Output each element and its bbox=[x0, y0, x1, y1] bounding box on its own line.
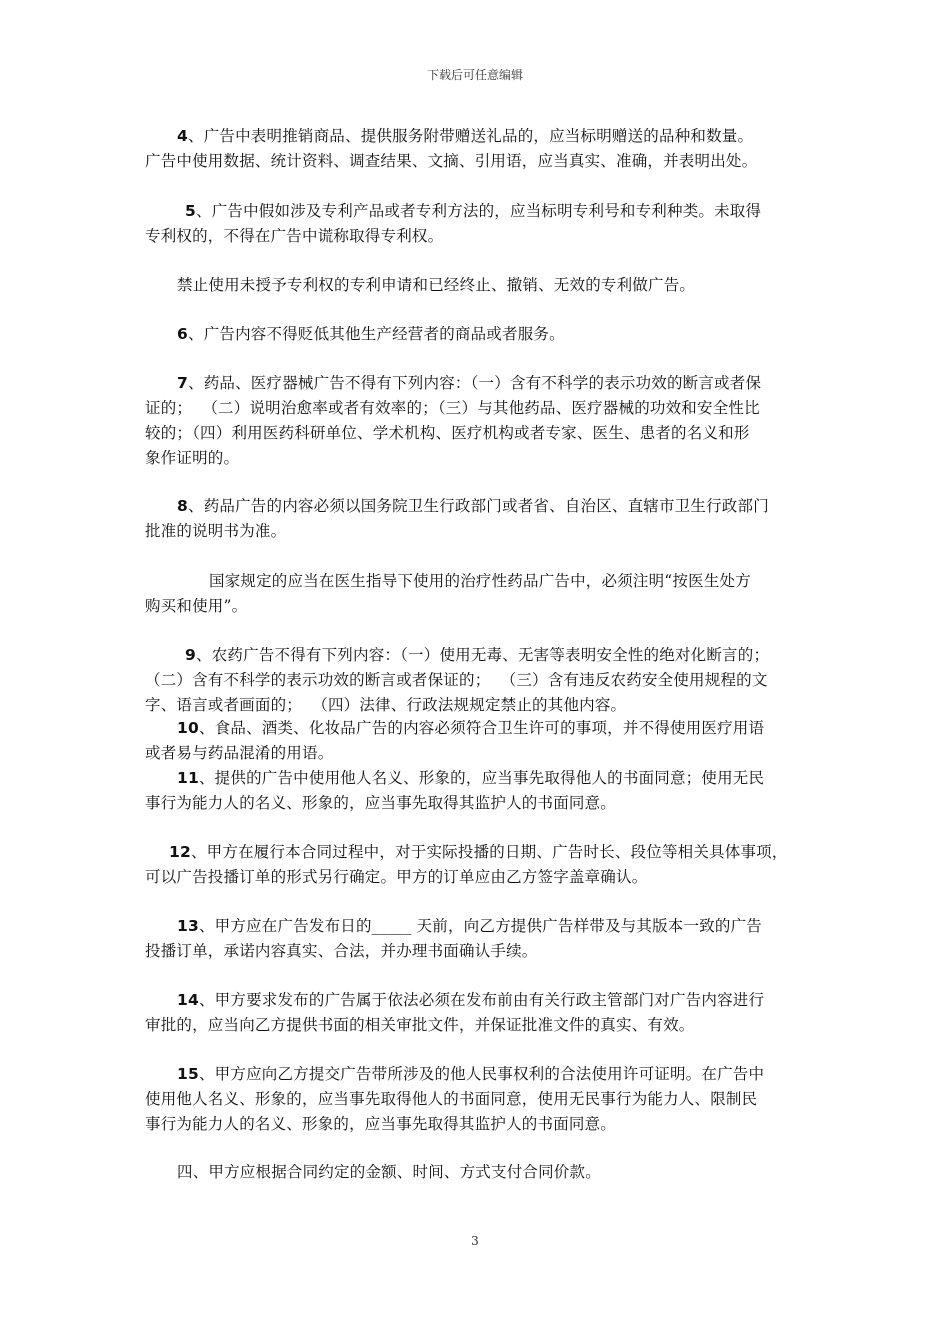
clause-number: 9 bbox=[185, 646, 196, 664]
paragraph-text: 禁止使用未授予专利权的专利申请和已经终止、撤销、无效的专利做广告。 bbox=[177, 276, 696, 294]
paragraph-13 bbox=[145, 914, 810, 964]
clause-number: 10 bbox=[177, 719, 199, 737]
paragraph-text: 、农药广告不得有下列内容：（一）使用无毒、无害等表明安全性的绝对化断言的； （二）含有不科学的表示功效的断言或者保证的； （三）含有违反农药安全使用规程的文 字、语言或者画面的； （四）法律、行政法规规定禁止的其他内容。 bbox=[145, 646, 770, 714]
paragraph-10 bbox=[145, 716, 810, 766]
clause-number: 6 bbox=[177, 325, 188, 343]
clause-number: 12 bbox=[169, 843, 191, 861]
clause-number: 4 bbox=[177, 127, 188, 145]
paragraph-text: 、甲方应向乙方提交广告带所涉及的他人民事权利的合法使用许可证明。在广告中 使用他人名义、形象的，应当事先取得他人的书面同意，使用无民事行为能力人、限制民 事行为能力人的名义、形象的，应当事先取得其监护人的书面同意。 bbox=[145, 1065, 765, 1133]
paragraph-8 bbox=[145, 494, 810, 544]
clause-number: 11 bbox=[177, 769, 199, 787]
paragraph-patent-ban bbox=[145, 273, 810, 298]
paragraph-12 bbox=[145, 840, 817, 890]
paragraph-9 bbox=[145, 643, 810, 718]
paragraph-text: 、药品广告的内容必须以国务院卫生行政部门或者省、自治区、直辖市卫生行政部门 批准的说明书为准。 bbox=[145, 497, 769, 540]
clause-number: 5 bbox=[185, 202, 196, 220]
paragraph-5 bbox=[145, 199, 810, 249]
clause-number: 15 bbox=[177, 1065, 199, 1083]
clause-number: 8 bbox=[177, 497, 188, 515]
page-number: 3 bbox=[471, 1234, 479, 1248]
paragraph-text: 、药品、医疗器械广告不得有下列内容：（一）含有不科学的表示功效的断言或者保 证的； （二）说明治愈率或者有效率的；（三）与其他药品、医疗器械的功效和安全性比 较的；（四）利用医药科研单位、学术机构、医疗机构或者专家、医生、患者的名义和形 象作证明的。 bbox=[145, 374, 762, 467]
paragraph-4 bbox=[145, 124, 810, 174]
paragraph-text: 、广告内容不得贬低其他生产经营者的商品或者服务。 bbox=[188, 325, 565, 343]
paragraph-text: 、提供的广告中使用他人名义、形象的，应当事先取得他人的书面同意；使用无民 事行为能力人的名义、形象的，应当事先取得其监护人的书面同意。 bbox=[145, 769, 765, 812]
paragraph-15 bbox=[145, 1062, 810, 1137]
paragraph-text: 、广告中表明推销商品、提供服务附带赠送礼品的，应当标明赠送的品种和数量。 广告中使用数据、统计资料、调查结果、文摘、引用语，应当真实、准确，并表明出处。 bbox=[145, 127, 758, 170]
paragraph-text: 、甲方应在广告发布日的_____ 天前，向乙方提供广告样带及与其版本一致的广告 投播订单，承诺内容真实、合法，并办理书面确认手续。 bbox=[145, 917, 762, 960]
paragraph-text: 四、甲方应根据合同约定的金额、时间、方式支付合同价款。 bbox=[177, 1163, 601, 1181]
paragraph-11 bbox=[145, 766, 810, 816]
paragraph-14 bbox=[145, 988, 810, 1038]
clause-number: 7 bbox=[177, 374, 188, 392]
paragraph-7 bbox=[145, 371, 810, 471]
paragraph-prescription bbox=[145, 569, 810, 619]
page-header: 下载后可任意编辑 bbox=[426, 68, 523, 82]
clause-number: 13 bbox=[177, 917, 199, 935]
paragraph-text: 、甲方要求发布的广告属于依法必须在发布前由有关行政主管部门对广告内容进行 审批的，应当向乙方提供书面的相关审批文件，并保证批准文件的真实、有效。 bbox=[145, 991, 765, 1034]
paragraph-6 bbox=[145, 322, 810, 347]
paragraph-text: 、甲方在履行本合同过程中，对于实际投播的日期、广告时长、段位等相关具体事项， 可以广告投播订单的形式另行确定。甲方的订单应由乙方签字盖章确认。 bbox=[145, 843, 788, 886]
paragraph-text: 、食品、酒类、化妆品广告的内容必须符合卫生许可的事项，并不得使用医疗用语 或者易与药品混淆的用语。 bbox=[145, 719, 765, 762]
paragraph-text: 、广告中假如涉及专利产品或者专利方法的，应当标明专利号和专利种类。未取得 专利权的，不得在广告中谎称取得专利权。 bbox=[145, 202, 762, 245]
clause-number: 14 bbox=[177, 991, 199, 1009]
paragraph-text: 国家规定的应当在医生指导下使用的治疗性药品广告中，必须注明“按医生处方 购买和使用”。 bbox=[145, 572, 751, 615]
paragraph-section-4 bbox=[145, 1160, 810, 1185]
